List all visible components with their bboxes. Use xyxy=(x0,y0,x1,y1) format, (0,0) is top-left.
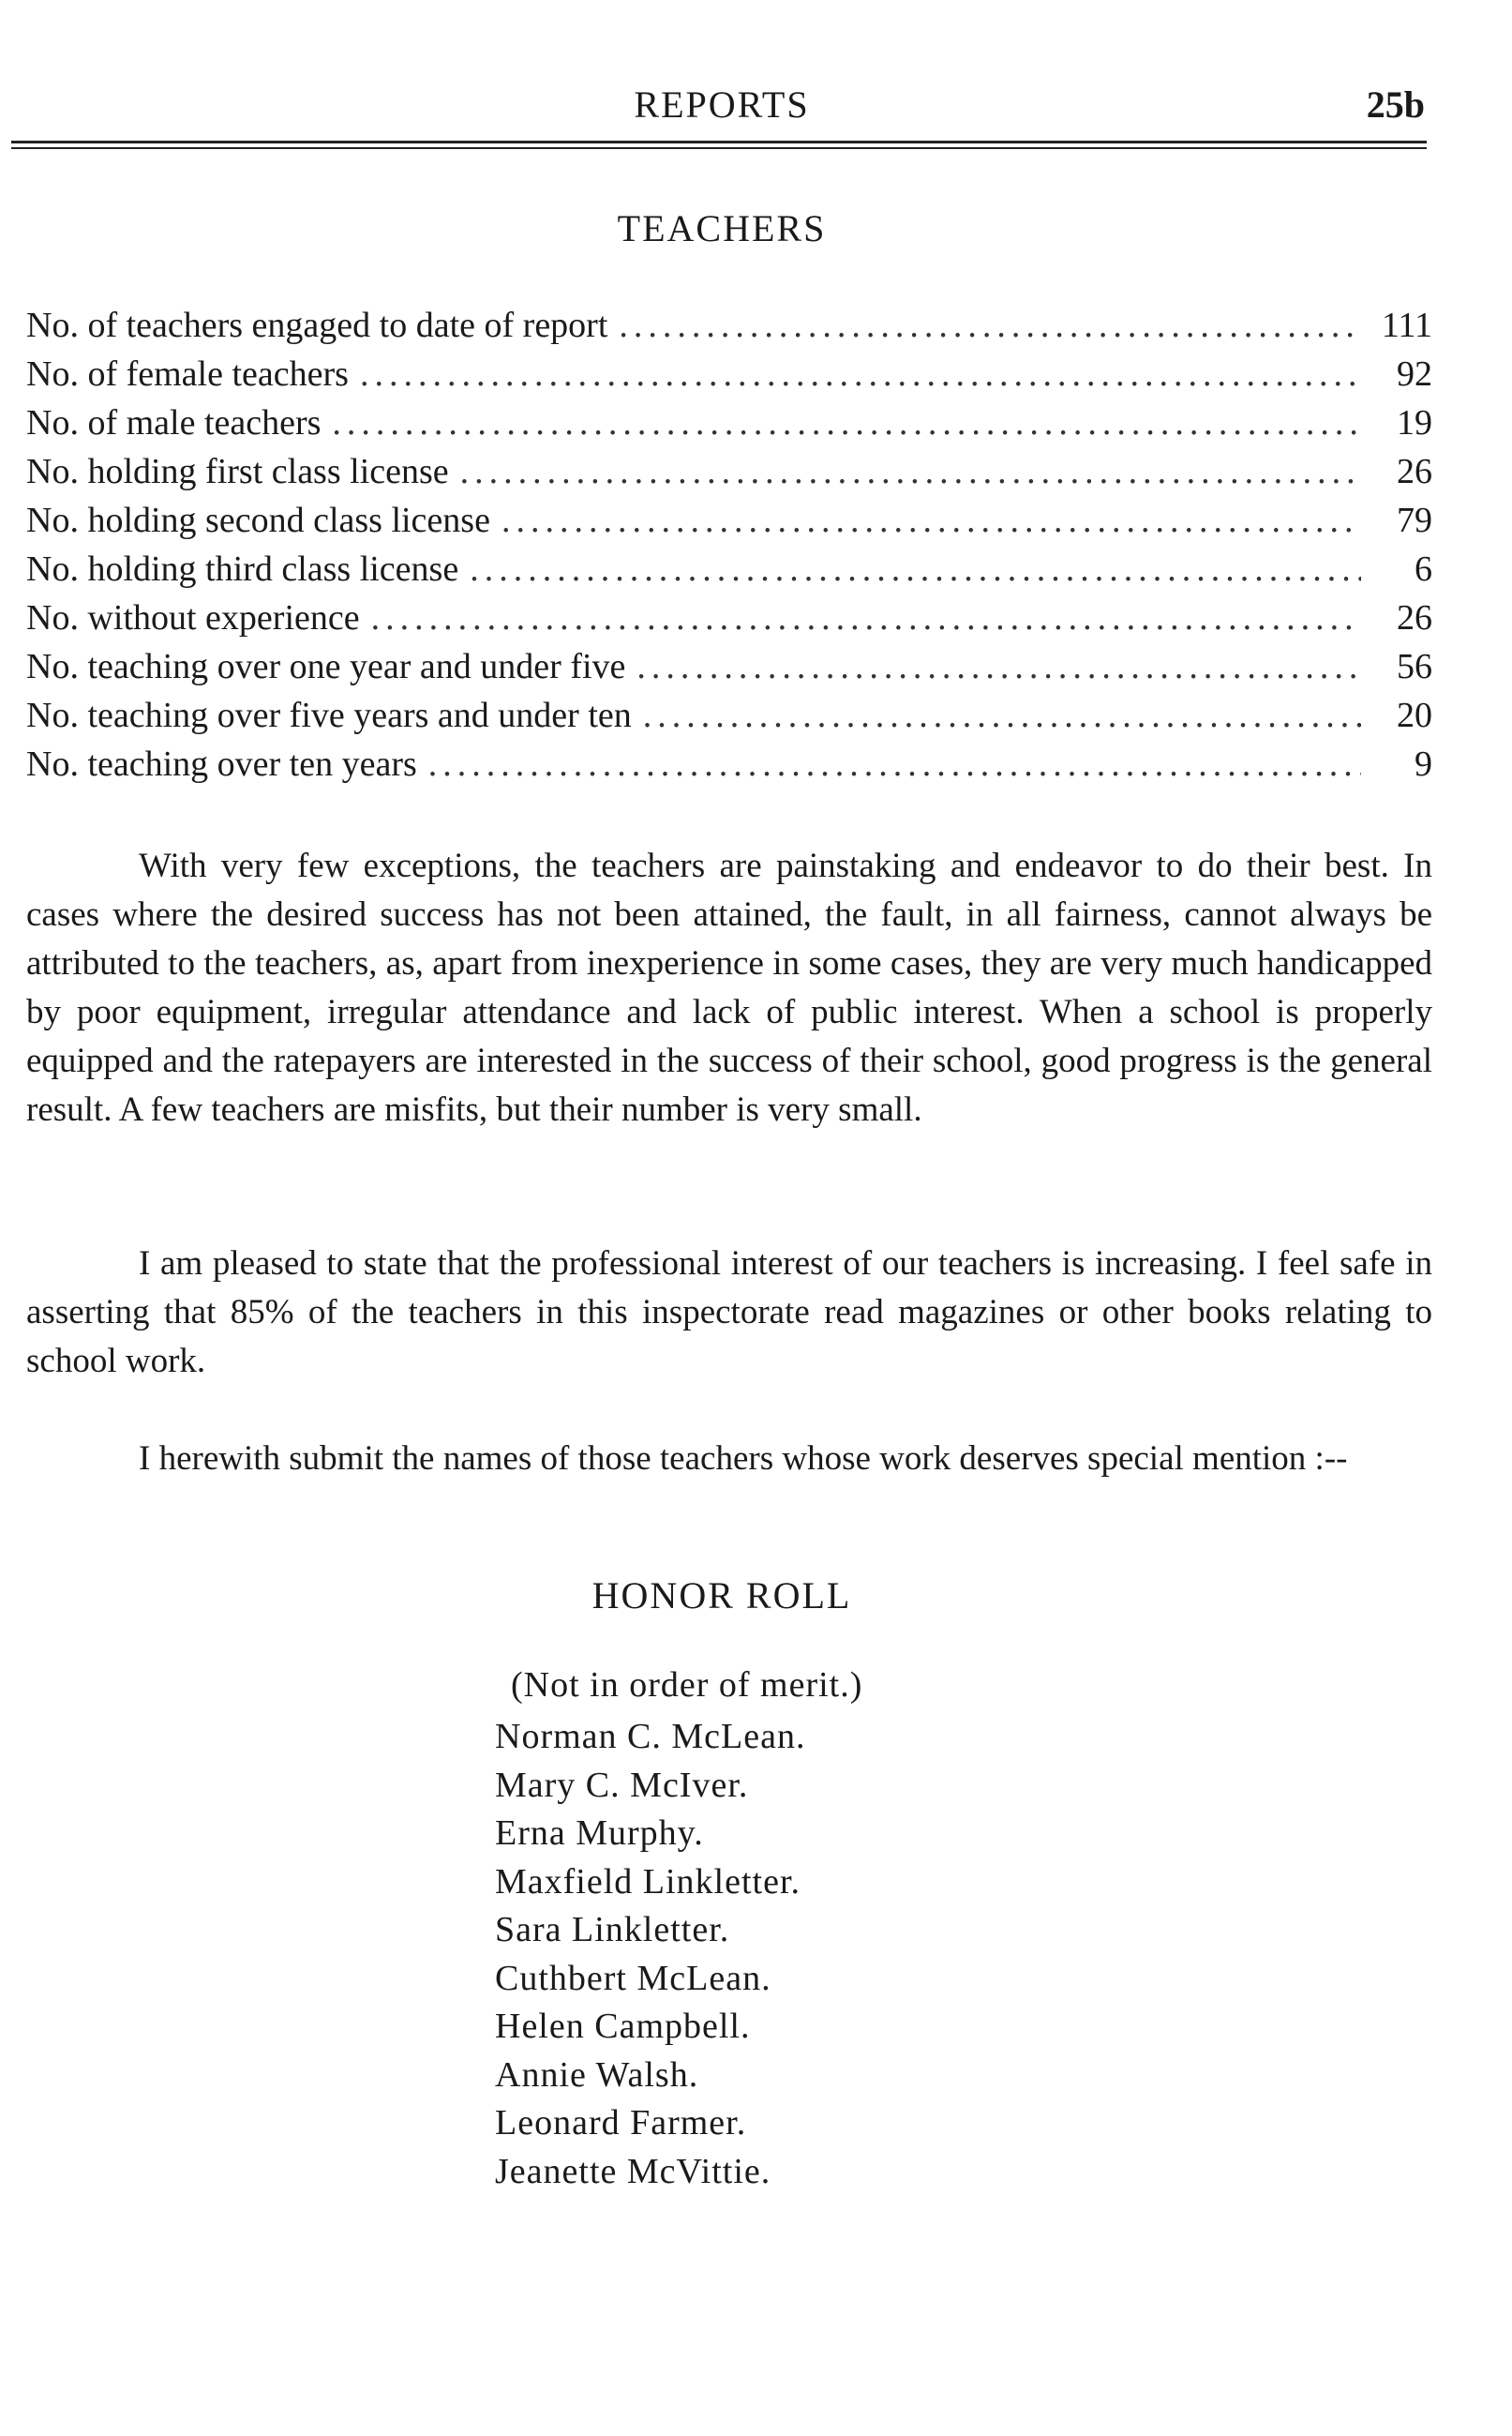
dot-leader xyxy=(470,549,1361,590)
dot-leader xyxy=(428,744,1361,785)
dot-leader xyxy=(371,597,1361,639)
stat-label: No. holding first class license xyxy=(26,452,449,491)
stat-row xyxy=(26,695,1432,744)
stat-row xyxy=(26,744,1432,792)
teacher-statistics-table xyxy=(26,305,1432,792)
stat-value: 111 xyxy=(1381,306,1432,345)
stat-row xyxy=(26,451,1432,500)
dot-leader xyxy=(360,353,1361,395)
honor-roll-name: Jeanette McVittie. xyxy=(495,2151,771,2191)
stat-label: No. holding third class license xyxy=(26,549,459,589)
honor-roll-list xyxy=(495,1713,805,2196)
stat-label: No. of teachers engaged to date of report xyxy=(26,306,608,345)
honor-roll-name: Helen Campbell. xyxy=(495,2007,751,2046)
dot-leader xyxy=(636,646,1361,687)
honor-roll-name: Erna Murphy. xyxy=(495,1813,704,1853)
body-paragraph: With very few exceptions, the teachers are painstaking and endeavor to do their best. In cases where the desired success has not been attained, the fault, in all fairness, cannot always be attributed to the teachers, as, apart from inexperience in some cases, they are very much handicapped by poor equipment, irregular attendance and lack of public interest. When a school is properly equipped and the ratepayers are interested in the success of their school, good progress is the general result. A few teachers are misfits, but their number is very small. xyxy=(26,847,1432,1129)
stat-row xyxy=(26,597,1432,646)
stat-label: No. teaching over one year and under five xyxy=(26,647,626,686)
dot-leader xyxy=(502,500,1361,541)
honor-roll-name: Mary C. McIver. xyxy=(495,1765,749,1805)
stat-value: 56 xyxy=(1397,647,1432,686)
stat-label: No. teaching over five years and under ten xyxy=(26,696,632,735)
honor-roll-note: (Not in order of merit.) xyxy=(511,1665,863,1705)
honor-roll-name: Sara Linkletter. xyxy=(495,1910,730,1949)
dot-leader xyxy=(619,305,1361,346)
stat-value: 19 xyxy=(1397,403,1432,443)
header-rule-bottom xyxy=(11,147,1427,149)
honor-roll-name: Maxfield Linkletter. xyxy=(495,1861,801,1902)
stat-value: 79 xyxy=(1397,501,1432,540)
stat-row xyxy=(26,549,1432,597)
stat-value: 26 xyxy=(1397,598,1432,638)
honor-roll-name: Leonard Farmer. xyxy=(495,2103,747,2143)
stat-label: No. without experience xyxy=(26,598,360,638)
stat-label: No. holding second class license xyxy=(26,501,490,540)
honor-roll-title: HONOR ROLL xyxy=(591,1574,852,1616)
stat-row xyxy=(26,305,1432,353)
body-paragraph: I am pleased to state that the professional interest of our teachers is increasing. I feel safe in asserting that 85% of the teachers in this inspectorate read magazines or other books relating to school work. xyxy=(26,1244,1432,1380)
page-number: 25b xyxy=(1366,83,1425,126)
dot-leader xyxy=(643,695,1361,736)
header-rule-top xyxy=(11,141,1427,143)
running-title: REPORTS xyxy=(634,83,810,126)
honor-roll-name: Cuthbert McLean. xyxy=(495,1958,771,1998)
stat-row xyxy=(26,500,1432,549)
stat-value: 6 xyxy=(1415,549,1432,589)
dot-leader xyxy=(332,402,1361,444)
stat-row xyxy=(26,646,1432,695)
stat-label: No. of female teachers xyxy=(26,354,349,394)
stat-row xyxy=(26,402,1432,451)
honor-roll-name: Norman C. McLean. xyxy=(495,1717,806,1756)
stat-value: 92 xyxy=(1397,354,1432,394)
section-title: TEACHERS xyxy=(617,207,827,249)
stat-label: No. teaching over ten years xyxy=(26,744,417,784)
stat-row xyxy=(26,353,1432,402)
honor-roll-name: Annie Walsh. xyxy=(495,2054,699,2095)
stat-value: 9 xyxy=(1415,744,1432,784)
body-paragraph: I herewith submit the names of those teachers whose work deserves special mention :-- xyxy=(139,1439,1348,1478)
stat-label: No. of male teachers xyxy=(26,403,322,443)
stat-value: 20 xyxy=(1397,696,1432,735)
dot-leader xyxy=(460,451,1361,492)
stat-value: 26 xyxy=(1397,452,1432,491)
running-header xyxy=(0,83,1444,129)
